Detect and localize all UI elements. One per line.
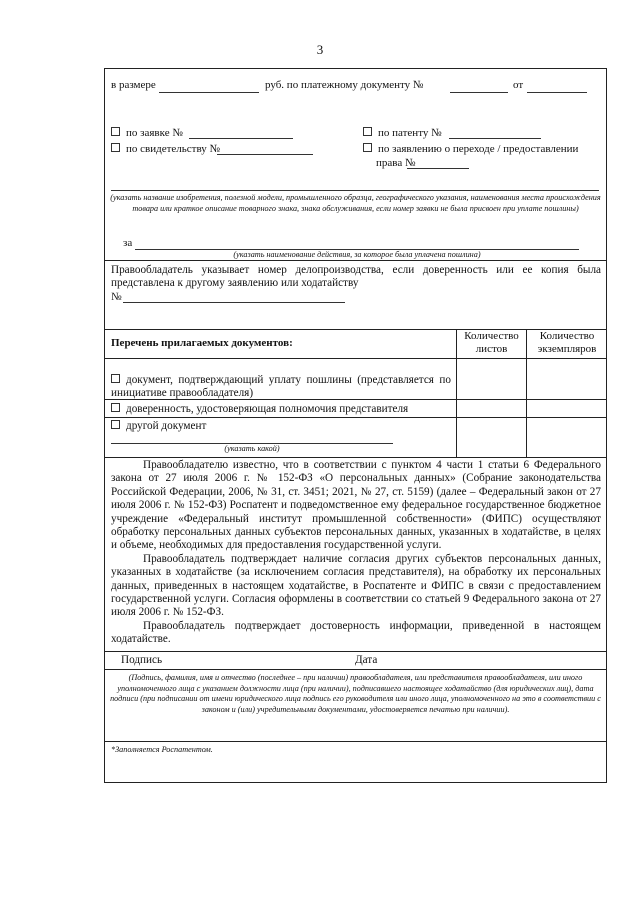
application-number-field[interactable] — [189, 138, 293, 139]
amount-suffix: руб. по платежному документу № — [265, 79, 424, 91]
holder-note: Правообладатель указывает номер делопроизводства, если доверенность или ее копия была представлена к другому заявлению или ходатайству — [111, 264, 601, 290]
checkbox-icon[interactable] — [111, 127, 120, 136]
option-transfer-line2: права № — [376, 157, 416, 169]
doc-row-other-label: другой документ — [126, 420, 207, 432]
doc-row-payment[interactable] — [111, 374, 451, 401]
consent-paragraph-1: Правообладателю известно, что в соответствии с пунктом 4 части 1 статьи 6 Федерального закона от 27 июля 2006 г. № 152-ФЗ «О персональных данных» (Собрание законодательства Российской Федерации, 2006, № 31, ст. 3451; 2021, № 27, ст. 5159) (далее – Федеральный закон от 27 июля 2006 г. № 152-ФЗ) Роспатент и подведомственное ему федеральное государственное бюджетное учреждение «Федеральный институт промышленной собственности» (ФИПС) осуществляют обработку персональных данных субъектов персональных данных, указанных в ходатайстве, в целях и объеме, необходимых для предоставления государственной услуги. — [111, 459, 601, 552]
col-copies-header: Количество экземпляров — [537, 330, 597, 355]
option-application[interactable] — [111, 127, 183, 140]
checkbox-icon[interactable] — [111, 143, 120, 152]
transfer-number-field[interactable] — [407, 168, 469, 169]
case-number-field[interactable] — [123, 302, 345, 303]
certificate-number-field[interactable] — [217, 154, 313, 155]
option-patent[interactable] — [363, 127, 442, 140]
payment-doc-number-field[interactable] — [450, 92, 508, 93]
option-transfer-label: по заявлению о переходе / предоставлении — [378, 143, 579, 155]
case-number-label: № — [111, 291, 122, 303]
object-hint: (указать название изобретения, полезной модели, промышленного образца, географического указания, наименования места происхождения товара или краткое описание товарного знака, знака обслуживания, если номер заявки не была присвоен при уплате пошлины) — [110, 193, 601, 213]
doc-row-payment-label: документ, подтверждающий уплату пошлины (представляется по инициативе правообладателя) — [111, 374, 451, 400]
date-prefix: от — [513, 79, 524, 91]
checkbox-icon[interactable] — [111, 420, 120, 429]
option-application-label: по заявке № — [126, 127, 183, 139]
option-patent-label: по патенту № — [378, 127, 442, 139]
amount-field[interactable] — [159, 92, 259, 93]
object-name-field[interactable] — [111, 190, 599, 191]
action-hint: (указать наименование действия, за которое была уплачена пошлина) — [233, 250, 481, 259]
checkbox-icon[interactable] — [111, 374, 120, 383]
page-number: 3 — [316, 42, 324, 57]
checkbox-icon[interactable] — [363, 127, 372, 136]
amount-prefix: в размере — [111, 79, 156, 91]
patent-number-field[interactable] — [449, 138, 541, 139]
consent-text — [111, 459, 601, 647]
doc-row-other[interactable] — [111, 420, 206, 433]
docs-table-title: Перечень прилагаемых документов: — [111, 337, 293, 349]
for-label: за — [123, 237, 133, 249]
footnote: *Заполняется Роспатентом. — [111, 745, 213, 754]
checkbox-icon[interactable] — [111, 403, 120, 412]
doc-row-power-of-attorney-label: доверенность, удостоверяющая полномочия представителя — [126, 403, 409, 415]
date-label: Дата — [355, 654, 378, 666]
col-sheets-header: Количество листов — [464, 330, 519, 355]
signature-label: Подпись — [121, 654, 163, 666]
signature-note: (Подпись, фамилия, имя и отчество (последнее – при наличии) правообладателя, или представителя правообладателя, или иного уполномоченного лица с указанием должности лица (при наличии), подписавшего настоящее ходатайство (для юридических лиц), дата подписи (при подписании от имени юридического лица подпись его руководителя или иного лица, уполномоченного на это в соответствии с законом и (или) учредительными документами, удостоверяется печатью при наличии). — [110, 673, 601, 714]
form-frame — [104, 68, 607, 783]
doc-row-power-of-attorney[interactable] — [111, 403, 408, 416]
option-certificate[interactable] — [111, 143, 220, 156]
option-certificate-label: по свидетельству № — [126, 143, 221, 155]
specify-hint: (указать какой) — [224, 444, 280, 453]
checkbox-icon[interactable] — [363, 143, 372, 152]
consent-paragraph-2: Правообладатель подтверждает наличие согласия других субъектов персональных данных, указанных в ходатайстве (за исключением согласия представителя), на обработку их персональных данных, приведенных в настоящем ходатайстве, в Роспатенте и ФИПС в связи с предоставлением государственной услуги. Согласия оформлены в соответствии со статьей 9 Федерального закона от 27 июля 2006 г. № 152-ФЗ. — [111, 552, 601, 619]
consent-paragraph-3: Правообладатель подтверждает достоверность информации, приведенной в настоящем ходатайстве. — [111, 619, 601, 646]
option-transfer[interactable] — [363, 143, 578, 156]
payment-date-field[interactable] — [527, 92, 587, 93]
